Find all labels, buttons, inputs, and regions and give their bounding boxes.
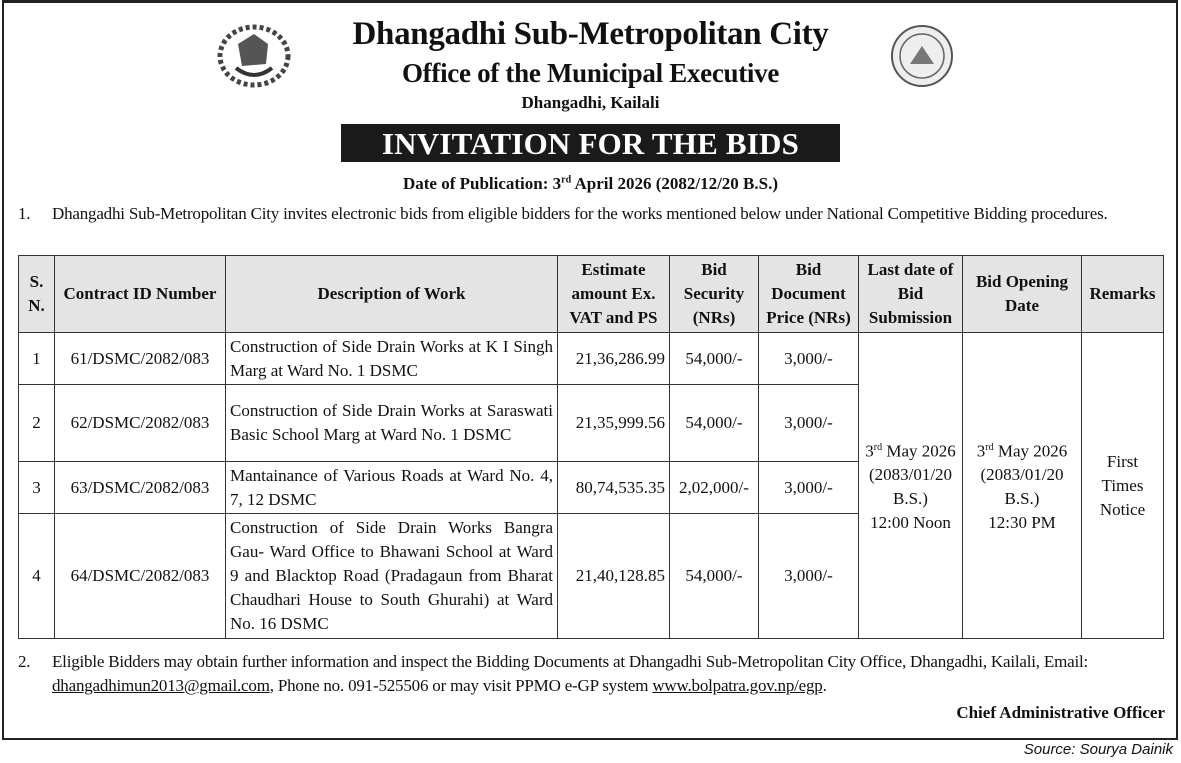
cell-doc-price: 3,000/- [759,333,859,385]
para-number: 1. [18,204,31,223]
email-link[interactable]: dhangadhimun2013@gmail.com [52,676,270,695]
para-text: Eligible Bidders may obtain further information and inspect the Bidding Documents at Dhangadhi Sub-Metropolitan City Office, Dhangadhi, Kailali, Email: dhangadhimun2013@gmail.com, Phone no. 091-525506 or may visit PPMO e-GP system www.bolpatra.gov.np/egp. [52,652,1089,695]
cell-sn: 4 [19,514,55,639]
source-credit: Source: Sourya Dainik [1023,741,1173,758]
para-text: Dhangadhi Sub-Metropolitan City invites electronic bids from eligible bidders for the works mentioned below under National Competitive Bidding procedures. [52,204,1108,223]
cell-sn: 1 [19,333,55,385]
cell-description: Construction of Side Drain Works at Saraswati Basic School Marg at Ward No. 1 DSMC [226,385,558,462]
cell-estimate: 80,74,535.35 [558,462,670,514]
col-header: Contract ID Number [55,256,226,333]
cell-security: 54,000/- [670,385,759,462]
col-header: Last date of Bid Submission [859,256,963,333]
col-header: Description of Work [226,256,558,333]
cell-remarks: First Times Notice [1082,333,1164,639]
cell-description: Construction of Side Drain Works Bangra Gau- Ward Office to Bhawani School at Ward 9 and Blacktop Road (Pradagaun from Bharat Chaudhari House to South Ghurahi) at Ward No. 16 DSMC [226,514,558,639]
cell-contract-id: 64/DSMC/2082/083 [55,514,226,639]
cell-contract-id: 61/DSMC/2082/083 [55,333,226,385]
office-subtitle: Office of the Municipal Executive [401,58,780,88]
egp-link[interactable]: www.bolpatra.gov.np/egp [652,676,823,695]
cell-submission-date: 3rd May 2026 (2083/01/20 B.S.) 12:00 Noon [859,333,963,639]
location: Dhangadhi, Kailali [521,93,660,112]
cell-security: 2,02,000/- [670,462,759,514]
city-title: Dhangadhi Sub-Metropolitan City [352,16,829,52]
para-number: 2. [18,652,31,671]
bids-table [18,255,1164,639]
cell-estimate: 21,35,999.56 [558,385,670,462]
cell-security: 54,000/- [670,514,759,639]
cell-contract-id: 63/DSMC/2082/083 [55,462,226,514]
cell-sn: 2 [19,385,55,462]
table-row [19,333,1164,385]
notice-banner: INVITATION FOR THE BIDS [341,124,840,162]
cell-security: 54,000/- [670,333,759,385]
cell-doc-price: 3,000/- [759,385,859,462]
cell-description: Construction of Side Drain Works at K I Singh Marg at Ward No. 1 DSMC [226,333,558,385]
table-header-row [19,256,1164,333]
col-header: S. N. [19,256,55,333]
cell-contract-id: 62/DSMC/2082/083 [55,385,226,462]
publication-date: Date of Publication: 3rd April 2026 (2082/12/20 B.S.) [402,174,779,193]
cell-estimate: 21,36,286.99 [558,333,670,385]
col-header: Bid Document Price (NRs) [759,256,859,333]
cell-doc-price: 3,000/- [759,514,859,639]
col-header: Bid Opening Date [963,256,1082,333]
cell-opening-date: 3rd May 2026 (2083/01/20 B.S.) 12:30 PM [963,333,1082,639]
cell-description: Mantainance of Various Roads at Ward No. 4, 7, 12 DSMC [226,462,558,514]
col-header: Bid Security (NRs) [670,256,759,333]
cell-estimate: 21,40,128.85 [558,514,670,639]
col-header: Estimate amount Ex. VAT and PS [558,256,670,333]
cell-sn: 3 [19,462,55,514]
col-header: Remarks [1082,256,1164,333]
cell-doc-price: 3,000/- [759,462,859,514]
signature: Chief Administrative Officer [956,703,1165,722]
